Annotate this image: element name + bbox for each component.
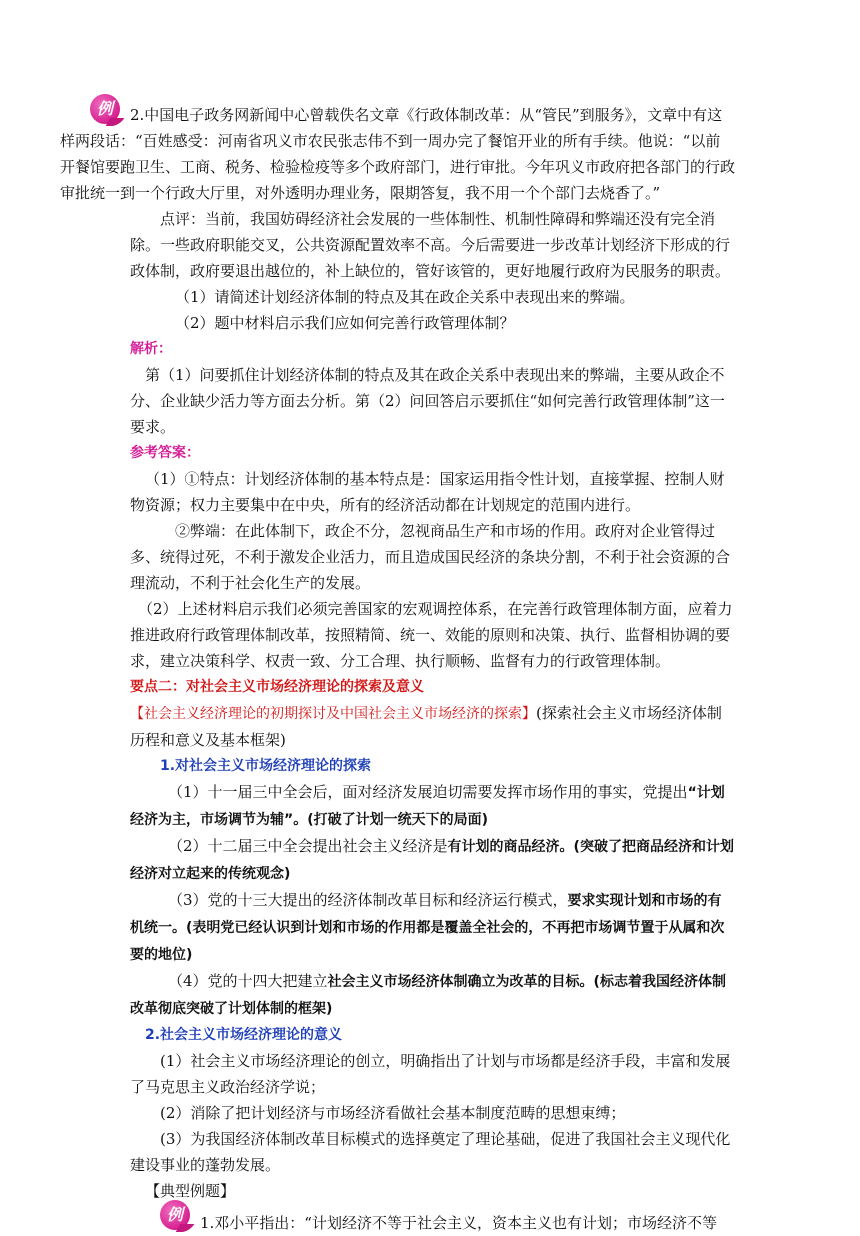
point2-heading: 要点二：对社会主义市场经济理论的探索及意义 xyxy=(130,679,424,695)
item-2-text: （2）十二届三中全会提出社会主义经济是 xyxy=(168,837,448,855)
section-2-item-1: (1）社会主义市场经济理论的创立，明确指出了计划与市场都是经济手段，丰富和发展了马克思主义政治经济学说； xyxy=(130,1052,731,1096)
section-2-item-3: (3）为我国经济体制改革目标模式的选择奠定了理论基础，促进了我国社会主义现代化建设事业的蓬勃发展。 xyxy=(130,1130,731,1174)
answer-1b: ②弊端：在此体制下，政企不分，忽视商品生产和市场的作用。政府对企业管得过多、统得过死，不利于激发企业活力，而且造成国民经济的条块分割，不利于社会资源的合理流动，不利于社会化生产的发展。 xyxy=(130,522,731,592)
typical-heading: 【典型例题】 xyxy=(145,1182,236,1200)
example-badge-icon: 例 xyxy=(90,94,120,124)
item-3-text: （3）党的十三大提出的经济体制改革目标和经济运行模式， xyxy=(168,891,568,909)
example-block-2 xyxy=(130,1205,735,1236)
analysis-heading: 解析： xyxy=(130,341,172,357)
example-badge-icon-2: 例 xyxy=(160,1200,190,1230)
example-2-text: 1.邓小平指出：“计划经济不等于社会主义，资本主义也有计划；市场经济不等 xyxy=(200,1214,717,1232)
section-1-item-4 xyxy=(130,968,735,1022)
section-1-item-2 xyxy=(130,833,735,887)
example-block-1 xyxy=(60,99,736,206)
item-3-bold: 要求实现计划和市场的有机统一。(表明党已经认识到计划和市场的作用都是覆盖全社会的，不再把市场调节置于从属和次要的地位) xyxy=(130,893,725,963)
comment-paragraph: 点评：当前，我国妨碍经济社会发展的一些体制性、机制性障碍和弊端还没有完全消除。一些政府职能交叉，公共资源配置效率不高。今后需要进一步改革计划经济下形成的行政体制，政府要退出越位的，补上缺位的，管好该管的，更好地履行政府为民服务的职责。 xyxy=(130,210,731,280)
answer-1: （1）①特点：计划经济体制的基本特点是：国家运用指令性计划，直接掌握、控制人财物资源；权力主要集中在中央，所有的经济活动都在计划规定的范围内进行。 xyxy=(130,470,725,514)
section-1-item-3 xyxy=(130,887,735,968)
item-4-bold: 社会主义市场经济体制确立为改革的目标。(标志着我国经济体制改革彻底突破了计划体制的框架) xyxy=(130,974,726,1017)
answer-heading: 参考答案： xyxy=(130,445,200,461)
document-content xyxy=(60,99,736,1236)
item-1-bold: “计划经济为主，市场调节为辅”。(打破了计划一统天下的局面) xyxy=(130,785,725,828)
item-2-bold: 有计划的商品经济。(突破了把商品经济和计划经济对立起来的传统观念) xyxy=(130,839,734,882)
point2-subheading-note: (探索社会主义市场经济体制历程和意义及基本框架) xyxy=(130,704,722,749)
section-2-item-2: (2）消除了把计划经济与市场经济看做社会基本制度范畴的思想束缚； xyxy=(160,1104,626,1122)
answer-2: （2）上述材料启示我们必须完善国家的宏观调控体系，在完善行政管理体制方面，应着力推进政府行政管理体制改革，按照精简、统一、效能的原则和决策、执行、监督相协调的要求，建立决策科学、权责一致、分工合理、执行顺畅、监督有力的行政管理体制。 xyxy=(130,600,733,670)
example-text: 2.中国电子政务网新闻中心曾载佚名文章《行政体制改革：从“管民”到服务》，文章中有这样两段话：“百姓感受：河南省巩义市农民张志伟不到一周办完了餐馆开业的所有手续。他说：“以前开餐馆要跑卫生、工商、税务、检验检疫等多个政府部门，进行审批。今年巩义市政府把各部门的行政审批统一到一个行政大厅里，对外透明办理业务，限期答复，我不用一个个部门去烧香了。” xyxy=(60,106,736,202)
point2-subheading xyxy=(130,700,735,753)
point2-subheading-red: 【社会主义经济理论的初期探讨及中国社会主义市场经济的探索】 xyxy=(130,706,536,722)
section-2-title: 2.社会主义市场经济理论的意义 xyxy=(145,1027,343,1043)
question-2: （2）题中材料启示我们应如何完善行政管理体制？ xyxy=(175,314,515,332)
section-1-item-1 xyxy=(130,779,735,833)
item-4-text: （4）党的十四大把建立 xyxy=(168,972,328,990)
section-1-title: 1.对社会主义市场经济理论的探索 xyxy=(160,758,372,774)
item-1-text: （1）十一届三中全会后，面对经济发展迫切需要发挥市场作用的事实，党提出 xyxy=(168,783,688,801)
analysis-text: 第（1）问要抓住计划经济体制的特点及其在政企关系中表现出来的弊端，主要从政企不分、企业缺少活力等方面去分析。第（2）问回答启示要抓住“如何完善行政管理体制”这一要求。 xyxy=(130,366,725,436)
question-1: （1）请简述计划经济体制的特点及其在政企关系中表现出来的弊端。 xyxy=(175,288,635,306)
